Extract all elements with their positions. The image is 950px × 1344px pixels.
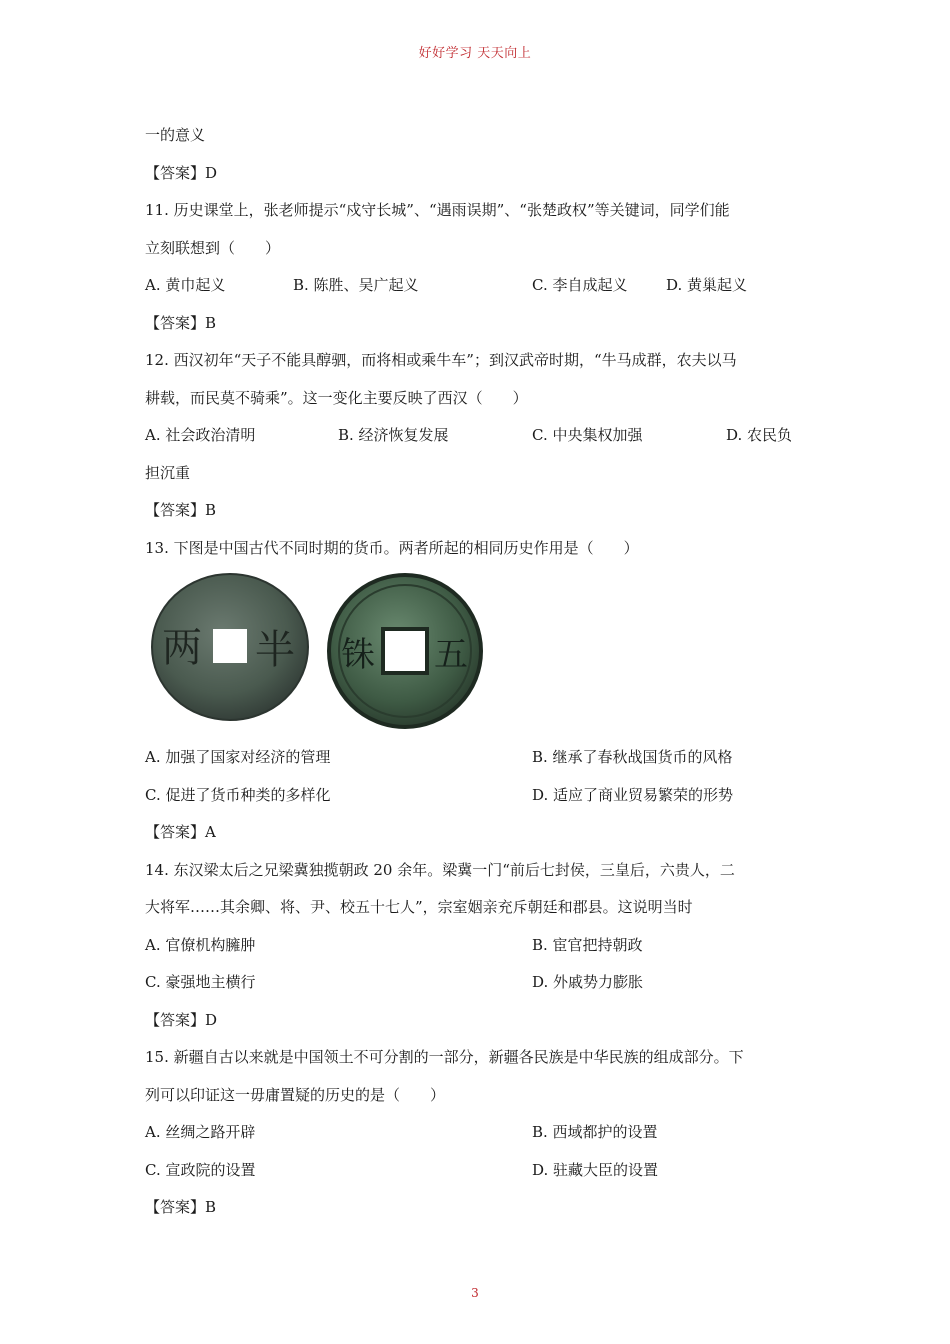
answer-13: 【答案】A <box>145 823 216 841</box>
question-14-line2: 大将军……其余卿、将、尹、校五十七人”，宗室姻亲充斥朝廷和郡县。这说明当时 <box>145 898 693 916</box>
question-15-options-row1 <box>145 1114 817 1152</box>
page-number: 3 <box>471 1286 479 1300</box>
answer-14: 【答案】D <box>145 1010 218 1029</box>
option-d: D. 黄巢起义 <box>666 276 748 294</box>
option-a: A. 社会政治清明 <box>145 426 256 444</box>
question-11-line1: 11. 历史课堂上，张老师提示“戍守长城”、“遇雨误期”、“张楚政权”等关键词，同学们能 <box>145 201 730 219</box>
coin-glyph-left: 两 <box>162 625 202 671</box>
question-12-options <box>145 417 817 455</box>
question-14-line1: 14. 东汉梁太后之兄梁冀独揽朝政 20 余年。梁冀一门“前后七封侯，三皇后，六贵人，二 <box>145 860 735 879</box>
option-a: A. 官僚机构臃肿 <box>145 935 256 954</box>
question-13-options-row1 <box>145 739 817 777</box>
text-line: 一的意义 <box>145 126 206 144</box>
answer-12: 【答案】B <box>145 501 217 519</box>
option-a: A. 加强了国家对经济的管理 <box>145 748 331 766</box>
option-b: B. 宦官把持朝政 <box>532 935 643 954</box>
question-14-options-row2 <box>145 964 817 1002</box>
option-c: C. 李自成起义 <box>532 276 628 294</box>
option-c: C. 促进了货币种类的多样化 <box>145 785 331 804</box>
question-11-line2: 立刻联想到（ ） <box>145 238 281 257</box>
banliang-coin-image <box>149 571 311 723</box>
option-a: A. 丝绸之路开辟 <box>145 1123 256 1141</box>
page-header: 好好学习 天天向上 <box>418 46 532 61</box>
option-d: D. 外戚势力膨胀 <box>532 973 644 991</box>
question-15-line2: 列可以印证这一毋庸置疑的历史的是（ ） <box>145 1085 446 1104</box>
question-11-options <box>145 267 817 305</box>
question-12-options-cont: 担沉重 <box>145 463 191 482</box>
answer-11: 【答案】B <box>145 313 217 332</box>
option-c: C. 宣政院的设置 <box>145 1160 256 1179</box>
question-13-options-row2 <box>145 777 817 815</box>
option-b: B. 继承了春秋战国货币的风格 <box>532 748 733 766</box>
question-13-line1: 13. 下图是中国古代不同时期的货币。两者所起的相同历史作用是（ ） <box>145 538 639 557</box>
wuzhu-coin-image <box>325 571 485 731</box>
option-d: D. 驻藏大臣的设置 <box>532 1160 659 1179</box>
option-b: B. 西域都护的设置 <box>532 1123 658 1141</box>
coin-glyph-right: 五 <box>434 635 468 675</box>
option-c: C. 豪强地主横行 <box>145 973 256 991</box>
answer-10: 【答案】D <box>145 163 218 182</box>
question-12-line2: 耕载，而民莫不骑乘”。这一变化主要反映了西汉（ ） <box>145 388 528 407</box>
option-d: D. 适应了商业贸易繁荣的形势 <box>532 785 734 804</box>
option-c: C. 中央集权加强 <box>532 426 643 444</box>
question-15-options-row2 <box>145 1152 817 1190</box>
question-12-line1: 12. 西汉初年“天子不能具醇驷，而将相或乘牛车”；到汉武帝时期，“牛马成群，农夫以马 <box>145 351 737 369</box>
coin-glyph-left: 铢 <box>341 635 375 675</box>
option-b: B. 陈胜、吴广起义 <box>293 276 419 294</box>
coin-images <box>145 569 817 739</box>
question-14-options-row1 <box>145 927 817 965</box>
option-a: A. 黄巾起义 <box>145 276 226 294</box>
option-d: D. 农民负 <box>726 426 793 444</box>
answer-15: 【答案】B <box>145 1198 217 1216</box>
option-b: B. 经济恢复发展 <box>338 426 449 444</box>
document-body <box>145 117 817 1227</box>
question-15-line1: 15. 新疆自古以来就是中国领土不可分割的一部分，新疆各民族是中华民族的组成部分。下 <box>145 1048 744 1066</box>
coin-glyph-right: 半 <box>255 627 295 673</box>
